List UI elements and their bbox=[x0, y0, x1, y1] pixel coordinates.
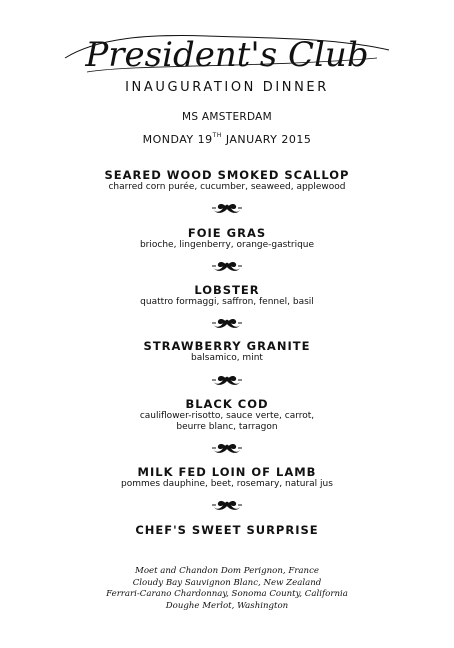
wine-list bbox=[0, 566, 454, 612]
event-subtitle: INAUGURATION DINNER bbox=[125, 80, 329, 95]
presidents-club-logo bbox=[0, 28, 454, 84]
course-description: pommes dauphine, beet, rosemary, natural jus bbox=[121, 479, 333, 489]
course-description: brioche, lingenberry, orange-gastrique bbox=[139, 240, 315, 250]
course-2 bbox=[0, 226, 454, 251]
wine-item: Ferrari-Carano Chardonnay, Sonoma County, California bbox=[106, 589, 348, 599]
floral-divider-icon bbox=[0, 373, 454, 387]
course-description: charred corn purée, cucumber, seaweed, applewood bbox=[108, 182, 346, 192]
course-title: SEARED WOOD SMOKED SCALLOP bbox=[104, 168, 350, 182]
event-date: MONDAY 19TH JANUARY 2015 bbox=[142, 132, 312, 146]
floral-divider-icon bbox=[0, 316, 454, 330]
course-title: STRAWBERRY GRANITE bbox=[143, 339, 311, 353]
course-4 bbox=[0, 339, 454, 364]
course-title: MILK FED LOIN OF LAMB bbox=[137, 465, 317, 479]
course-3 bbox=[0, 283, 454, 308]
course-description: cauliflower-risotto, sauce verte, carrot, bbox=[139, 411, 315, 421]
floral-divider-icon bbox=[0, 259, 454, 273]
course-7 bbox=[0, 523, 454, 537]
floral-divider-icon bbox=[0, 441, 454, 455]
course-description: beurre blanc, tarragon bbox=[176, 422, 278, 432]
course-description: quattro formaggi, saffron, fennel, basil bbox=[140, 297, 314, 307]
course-title: FOIE GRAS bbox=[187, 226, 267, 240]
course-title: CHEF'S SWEET SURPRISE bbox=[135, 523, 319, 537]
wine-item: Moet and Chandon Dom Perignon, France bbox=[135, 566, 319, 576]
wine-item: Doughe Merlot, Washington bbox=[165, 600, 289, 611]
floral-divider-icon bbox=[0, 201, 454, 215]
course-6 bbox=[0, 465, 454, 490]
course-1 bbox=[0, 168, 454, 193]
venue-name: MS AMSTERDAM bbox=[181, 111, 273, 123]
course-title: BLACK COD bbox=[185, 397, 269, 411]
floral-divider-icon bbox=[0, 498, 454, 512]
svg-text:President's Club: President's Club bbox=[85, 35, 369, 75]
course-title: LOBSTER bbox=[194, 283, 260, 297]
course-description: balsamico, mint bbox=[191, 353, 263, 363]
script-logo-icon bbox=[57, 28, 397, 84]
course-5 bbox=[0, 397, 454, 433]
wine-item: Cloudy Bay Sauvignon Blanc, New Zealand bbox=[132, 577, 322, 588]
